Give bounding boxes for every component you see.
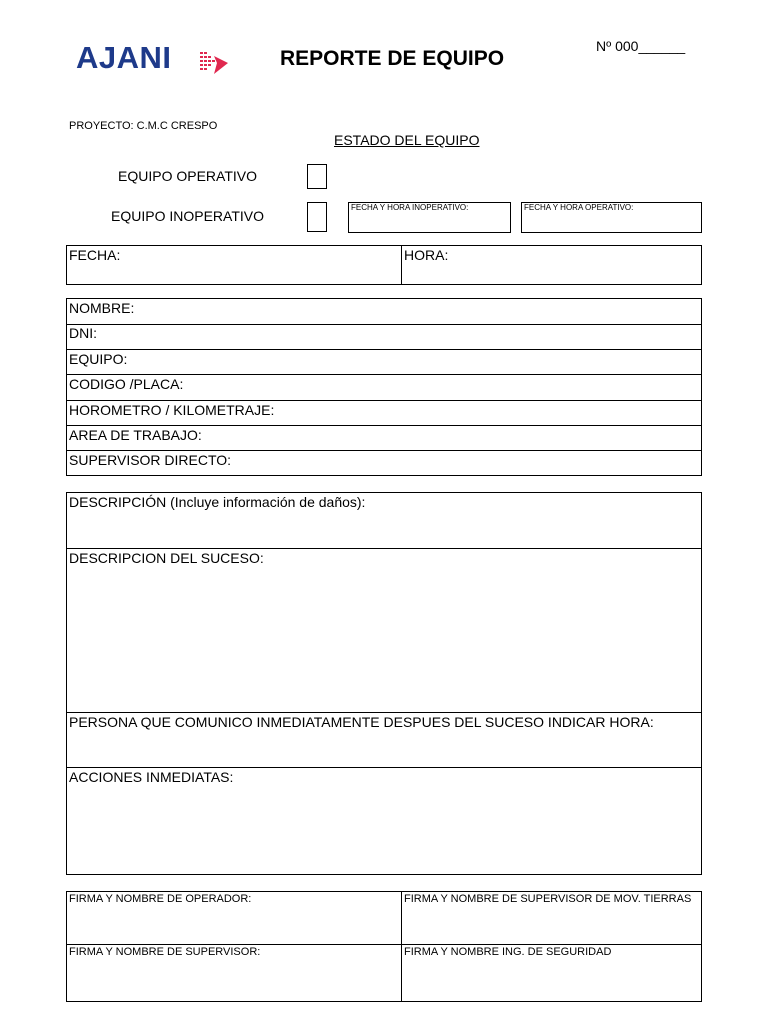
- detail-label: NOMBRE:: [69, 300, 135, 316]
- operator-signature-label: FIRMA Y NOMBRE DE OPERADOR:: [69, 893, 252, 905]
- supervisor-signature-field[interactable]: [67, 945, 403, 1004]
- immediate-actions-label: ACCIONES INMEDIATAS:: [69, 769, 234, 785]
- time-field[interactable]: [402, 246, 450, 264]
- description-box: [66, 492, 702, 875]
- logo-arrow-icon: [200, 50, 230, 76]
- inoperative-datetime-field[interactable]: [348, 202, 511, 233]
- operator-signature-field[interactable]: [67, 892, 403, 946]
- operative-datetime-field[interactable]: [521, 202, 702, 233]
- signatures-box: [66, 891, 702, 1002]
- inoperative-checkbox[interactable]: [307, 202, 327, 232]
- supervisor-signature-label: FIRMA Y NOMBRE DE SUPERVISOR:: [69, 946, 261, 958]
- detail-row-name[interactable]: [67, 299, 701, 324]
- event-description-label: DESCRIPCION DEL SUCESO:: [69, 550, 264, 566]
- event-description-field[interactable]: [67, 549, 701, 712]
- logo-text: AJANI: [76, 40, 172, 75]
- detail-row-work-area[interactable]: [67, 426, 701, 451]
- detail-row-dni[interactable]: [67, 324, 701, 349]
- damage-description-field[interactable]: [67, 493, 701, 548]
- inoperative-datetime-label: FECHA Y HORA INOPERATIVO:: [351, 203, 469, 212]
- reporter-label: PERSONA QUE COMUNICO INMEDIATAMENTE DESPUES DEL SUCESO INDICAR HORA:: [69, 714, 654, 730]
- detail-row-equipment[interactable]: [67, 350, 701, 375]
- earthworks-supervisor-signature-field[interactable]: [402, 892, 704, 946]
- detail-label: HOROMETRO / KILOMETRAJE:: [69, 402, 275, 418]
- reporter-field[interactable]: [67, 713, 701, 767]
- detail-label: EQUIPO:: [69, 351, 128, 367]
- time-label: HORA:: [404, 247, 449, 263]
- detail-label: DNI:: [69, 325, 97, 341]
- project-name: PROYECTO: C.M.C CRESPO: [69, 120, 218, 132]
- status-heading: ESTADO DEL EQUIPO: [334, 132, 480, 148]
- detail-row-code-plate[interactable]: [67, 375, 701, 400]
- detail-row-hourmeter[interactable]: [67, 401, 701, 426]
- date-time-box: [66, 245, 702, 285]
- operative-checkbox[interactable]: [307, 164, 327, 189]
- safety-engineer-signature-field[interactable]: [402, 945, 704, 1004]
- safety-engineer-signature-label: FIRMA Y NOMBRE ING. DE SEGURIDAD: [404, 946, 612, 958]
- date-field[interactable]: [67, 246, 122, 264]
- immediate-actions-field[interactable]: [67, 768, 701, 874]
- detail-label: CODIGO /PLACA:: [69, 376, 184, 392]
- date-label: FECHA:: [69, 247, 121, 263]
- operative-datetime-label: FECHA Y HORA OPERATIVO:: [524, 203, 634, 212]
- document-title: REPORTE DE EQUIPO: [280, 47, 505, 70]
- detail-label: AREA DE TRABAJO:: [69, 427, 202, 443]
- detail-label: SUPERVISOR DIRECTO:: [69, 452, 232, 468]
- company-logo: [74, 38, 234, 82]
- operative-label: EQUIPO OPERATIVO: [118, 168, 257, 184]
- inoperative-label: EQUIPO INOPERATIVO: [111, 208, 264, 224]
- document-number: Nº 000______: [596, 38, 686, 54]
- damage-description-label: DESCRIPCIÓN (Incluye información de daños):: [69, 494, 366, 510]
- detail-row-direct-supervisor[interactable]: [67, 451, 701, 476]
- details-box: [66, 298, 702, 476]
- earthworks-supervisor-signature-label: FIRMA Y NOMBRE DE SUPERVISOR DE MOV. TIERRAS: [404, 893, 692, 905]
